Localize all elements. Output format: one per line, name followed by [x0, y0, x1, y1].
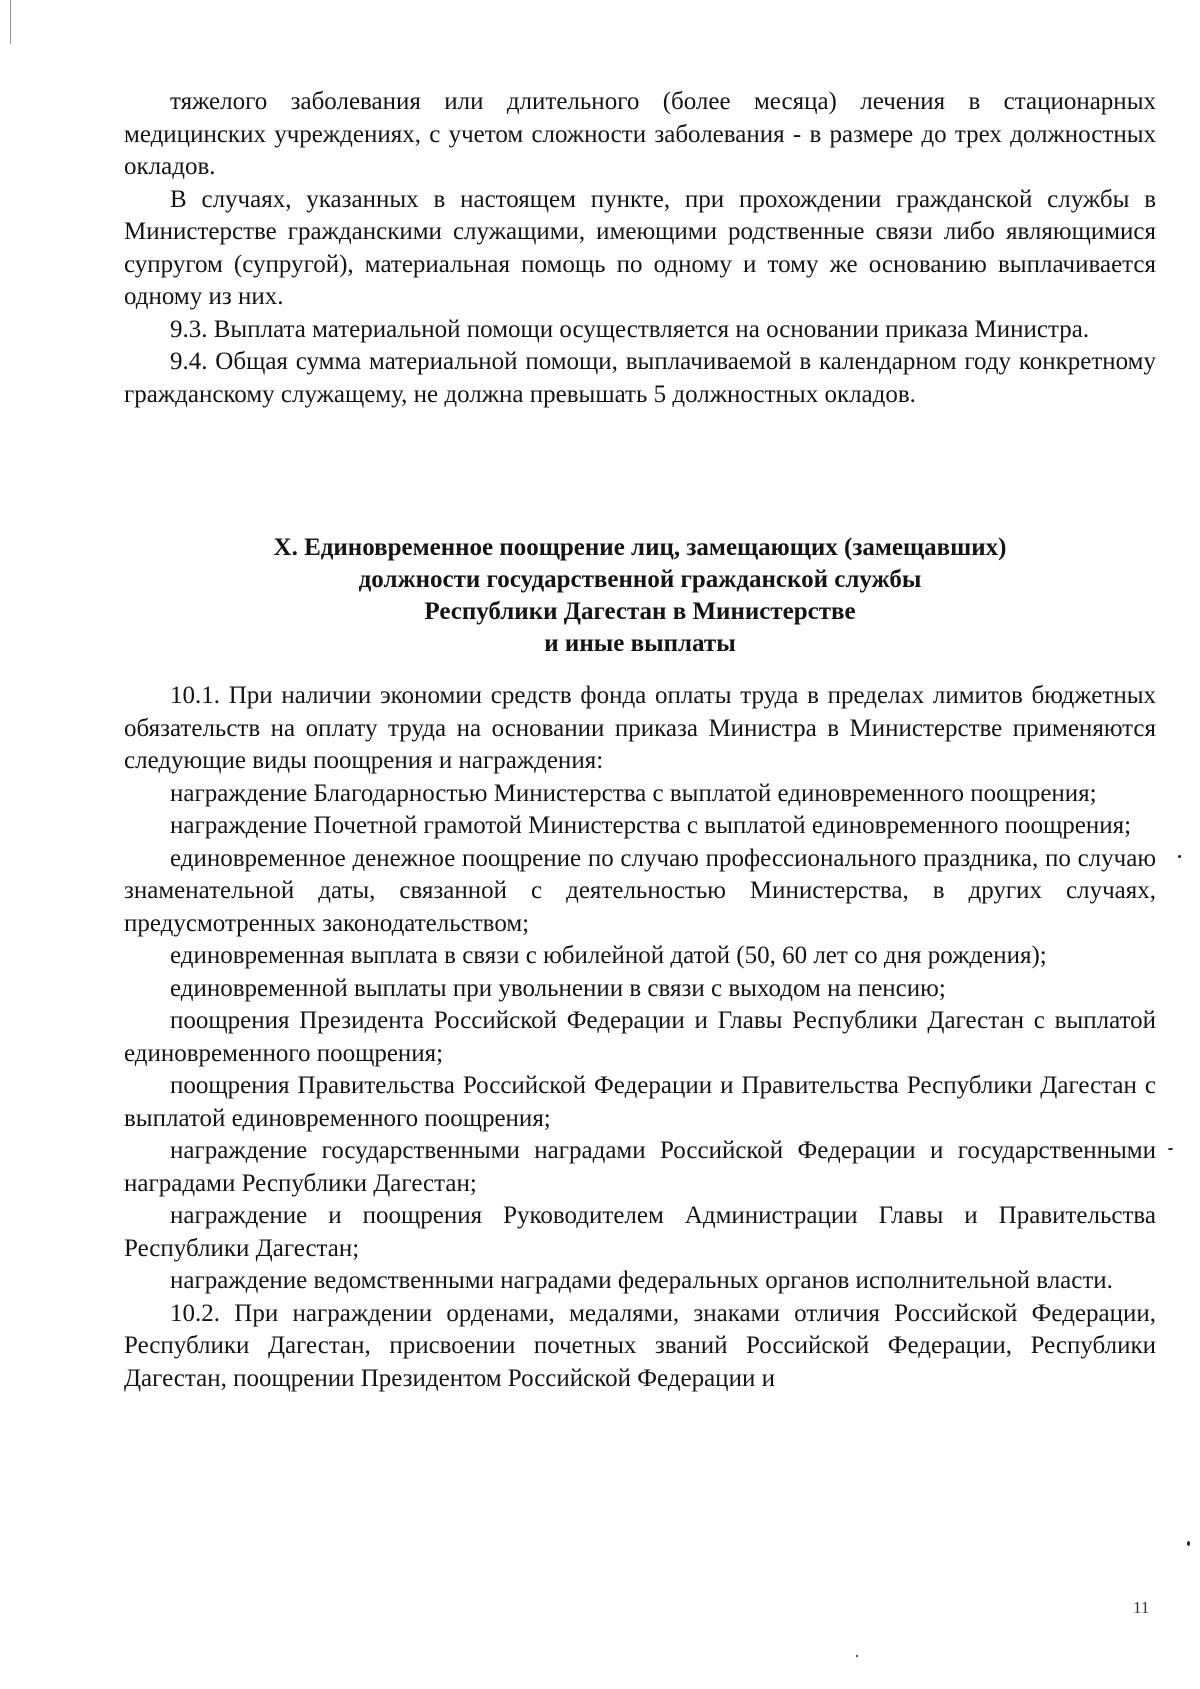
section-heading-line: X. Единовременное поощрение лиц, замещающих (замещавших) [273, 534, 1007, 561]
paragraph-10-1: 10.1. При наличии экономии средств фонда оплаты труда в пределах лимитов бюджетных обязательств на оплату труда на основании приказа Министра в Министерстве применяются следующие виды поощрения и награждения: [124, 682, 1156, 774]
scan-speck [856, 1655, 858, 1657]
list-item: награждение Почетной грамотой Министерства с выплатой единовременного поощрения; [170, 812, 1132, 839]
page-number: 11 [1133, 1598, 1150, 1617]
scan-speck [1178, 855, 1181, 858]
list-item: награждение ведомственными наградами федеральных органов исполнительной власти. [170, 1267, 1113, 1294]
paragraph-9-3: 9.3. Выплата материальной помощи осуществляется на основании приказа Министра. [170, 315, 1090, 343]
section-heading-line: должности государственной гражданской службы [358, 566, 922, 593]
paragraph-continuation: тяжелого заболевания или длительного (более месяца) лечения в стационарных медицинских учреждениях, с учетом сложности заболевания - в размере до трех должностных окладов. [124, 88, 1156, 180]
section-heading [124, 532, 1156, 660]
list-item: награждение государственными наградами Российской Федерации и государственными наградами Республики Дагестан; [124, 1137, 1156, 1197]
paragraph-relatives-clause: В случаях, указанных в настоящем пункте, при прохождении гражданской службы в Министерстве гражданскими служащими, имеющими родственные связи либо являющимися супругом (супругой), материальная помощь по одному и тому же основанию выплачивается одному из них. [124, 185, 1156, 310]
scan-margin-mark [10, 0, 11, 44]
section-heading-line: и иные выплаты [544, 630, 736, 657]
bottom-text-block [124, 680, 1156, 1395]
paragraph-9-4: 9.4. Общая сумма материальной помощи, выплачиваемой в календарном году конкретному гражданскому служащему, не должна превышать 5 должностных окладов. [124, 348, 1156, 408]
top-text-block [124, 86, 1156, 411]
list-item: единовременное денежное поощрение по случаю профессионального праздника, по случаю знаменательной даты, связанной с деятельностью Министерства, в других случаях, предусмотренных законодательством; [124, 844, 1156, 937]
list-item: награждение и поощрения Руководителем Администрации Главы и Правительства Республики Дагестан; [124, 1202, 1156, 1262]
list-item: поощрения Президента Российской Федерации и Главы Республики Дагестан с выплатой единовременного поощрения; [124, 1007, 1156, 1067]
list-item: награждение Благодарностью Министерства с выплатой единовременного поощрения; [170, 779, 1097, 807]
scan-speck [1168, 1148, 1173, 1150]
scan-speck [1187, 1541, 1190, 1546]
list-item: поощрения Правительства Российской Федерации и Правительства Республики Дагестан с выплатой единовременного поощрения; [124, 1072, 1156, 1132]
list-item: единовременная выплата в связи с юбилейной датой (50, 60 лет со дня рождения); [170, 942, 1047, 969]
paragraph-10-2: 10.2. При награждении орденами, медалями, знаками отличия Российской Федерации, Республики Дагестан, присвоении почетных званий Российской Федерации, Республики Дагестан, поощрении Президентом Российской Федерации и [124, 1299, 1156, 1392]
list-item: единовременной выплаты при увольнении в связи с выходом на пенсию; [170, 974, 946, 1002]
section-heading-line: Республики Дагестан в Министерстве [424, 598, 856, 625]
